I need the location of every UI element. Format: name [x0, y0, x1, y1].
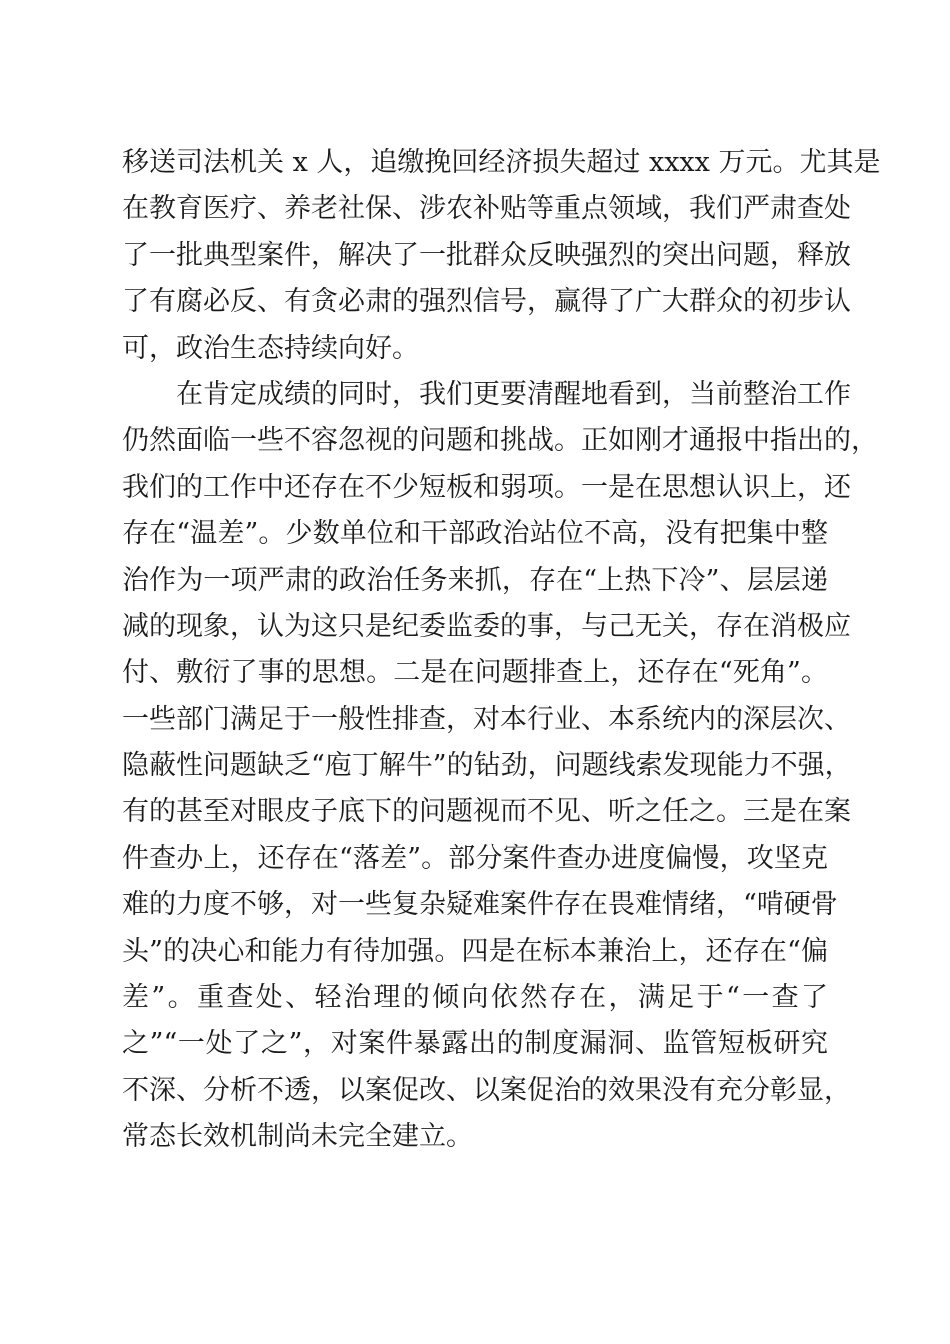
text-line: 可，政治生态持续向好。: [122, 332, 419, 364]
paragraph-2: [122, 372, 878, 1161]
text-line: 了一批典型案件，解决了一批群众反映强烈的突出问题，释放: [122, 239, 851, 271]
text-line: 治作为一项严肃的政治任务来抓，存在“上热下冷”、层层递: [122, 564, 828, 596]
text-line: 隐蔽性问题缺乏“庖丁解牛”的钻劲，问题线索发现能力不强，: [122, 750, 852, 782]
text-line: 难的力度不够，对一些复杂疑难案件存在畏难情绪，“啃硬骨: [122, 889, 838, 921]
paragraph-1: [122, 140, 881, 372]
text-line: 在教育医疗、养老社保、涉农补贴等重点领域，我们严肃查处: [122, 193, 851, 225]
text-line: 差”。重查处、轻治理的倾向依然存在，满足于“一查了: [122, 982, 828, 1014]
text-line: 头”的决心和能力有待加强。四是在标本兼治上，还存在“偏: [122, 935, 828, 967]
text-line: 我们的工作中还存在不少短板和弱项。一是在思想认识上，还: [122, 471, 851, 503]
text-line: 在肯定成绩的同时，我们更要清醒地看到，当前整治工作: [176, 378, 851, 410]
text-line: 之”“一处了之”，对案件暴露出的制度漏洞、监管短板研究: [122, 1028, 828, 1060]
text-line: 不深、分析不透，以案促改、以案促治的效果没有充分彰显，: [122, 1074, 851, 1106]
text-line: 减的现象，认为这只是纪委监委的事，与己无关，存在消极应: [122, 610, 851, 642]
text-line: 一些部门满足于一般性排查，对本行业、本系统内的深层次、: [122, 703, 851, 735]
text-line: 移送司法机关 x 人，追缴挽回经济损失超过 xxxx 万元。尤其是: [122, 147, 881, 178]
text-line: 付、敷衍了事的思想。二是在问题排查上，还存在“死角”。: [122, 657, 828, 689]
document-body: [122, 140, 881, 1161]
text-line: 常态长效机制尚未完全建立。: [122, 1121, 473, 1153]
text-line: 存在“温差”。少数单位和干部政治站位不高，没有把集中整: [122, 518, 828, 550]
text-line: 有的甚至对眼皮子底下的问题视而不见、听之任之。三是在案: [122, 796, 851, 828]
text-line: 件查办上，还存在“落差”。部分案件查办进度偏慢，攻坚克: [122, 842, 828, 874]
text-line: 了有腐必反、有贪必肃的强烈信号，赢得了广大群众的初步认: [122, 286, 851, 318]
text-line: 仍然面临一些不容忽视的问题和挑战。正如刚才通报中指出的，: [122, 425, 878, 457]
